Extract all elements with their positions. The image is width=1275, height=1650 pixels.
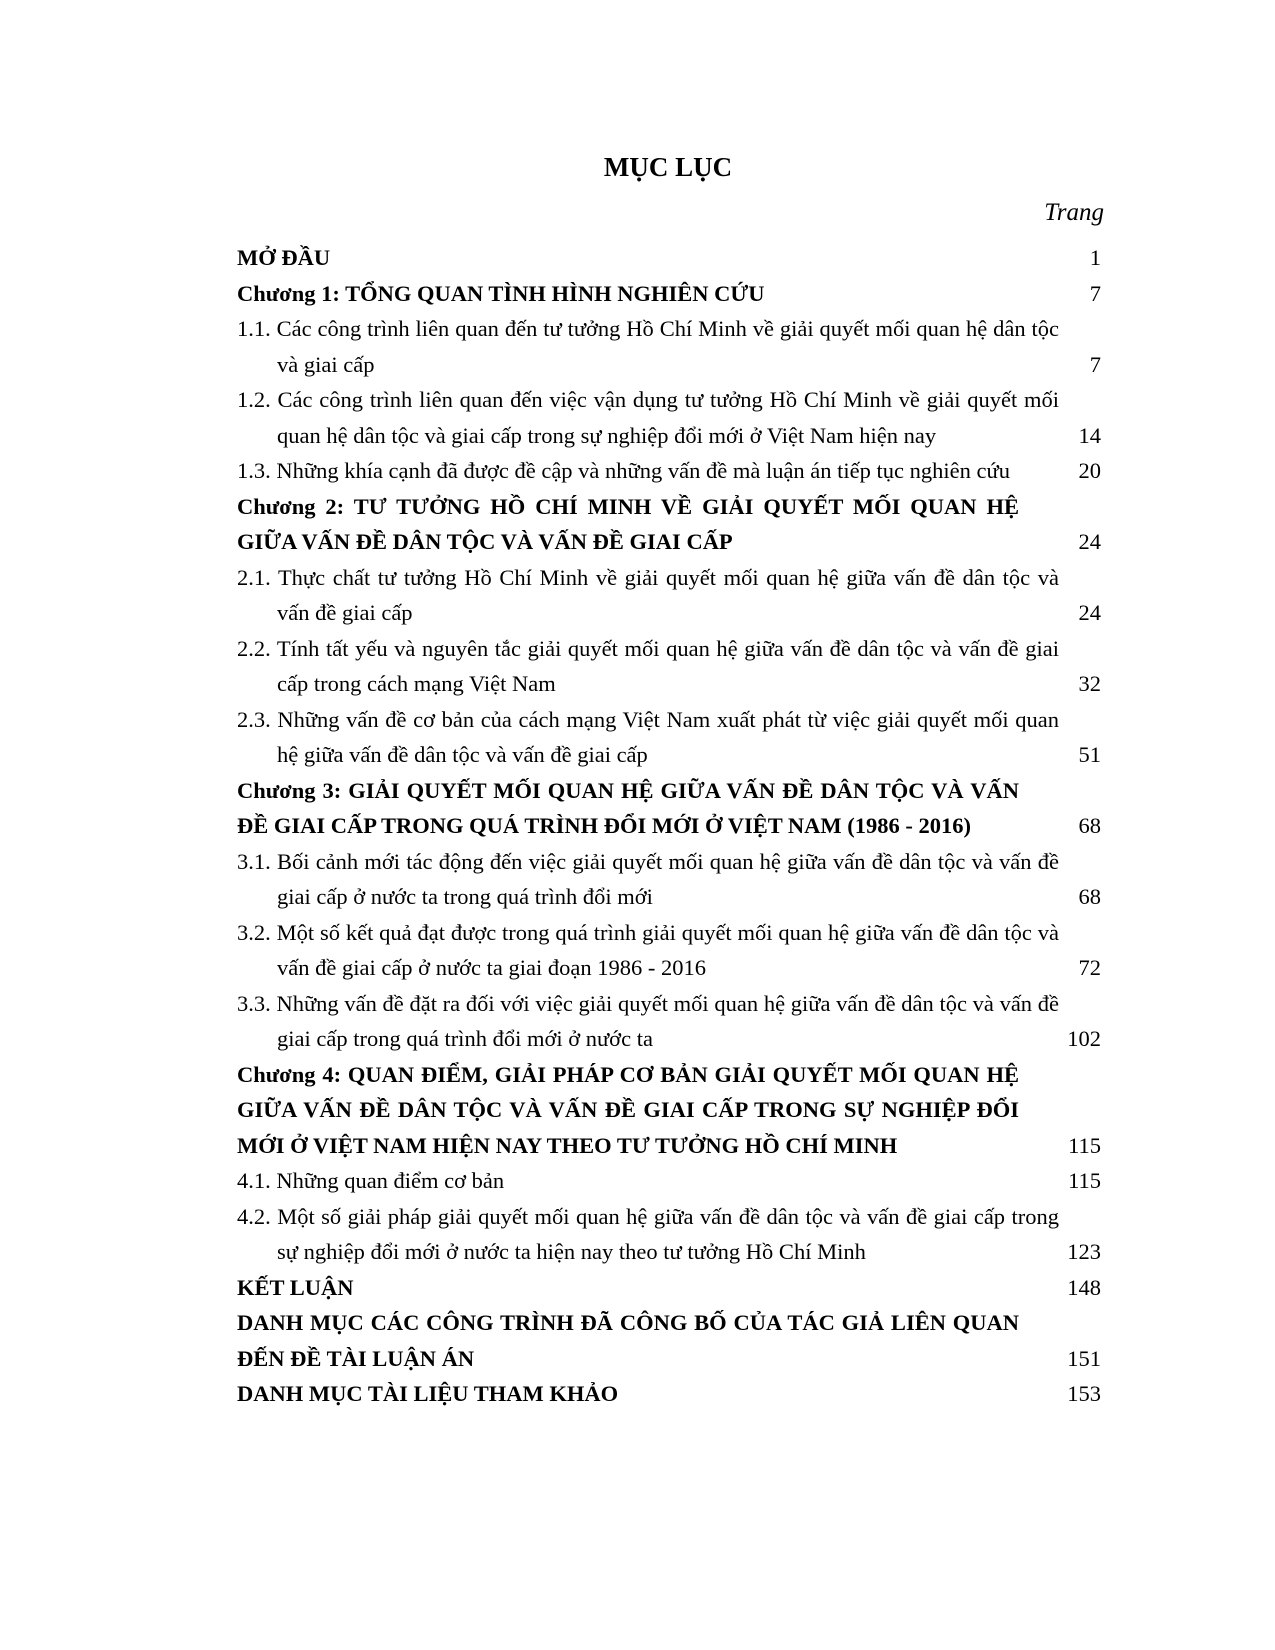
toc-entry-page: 148 (1067, 1274, 1101, 1300)
toc-entry-text: DANH MỤC CÁC CÔNG TRÌNH ĐÃ CÔNG BỐ CỦA TÁC GIẢ LIÊN QUAN ĐẾN ĐỀ TÀI LUẬN ÁN (237, 1310, 1019, 1371)
toc-entry[interactable] (237, 773, 1101, 844)
toc-entry-page: 123 (1067, 1239, 1101, 1264)
toc-entry-page: 115 (1068, 1168, 1101, 1193)
toc-entry[interactable] (237, 382, 1101, 453)
toc-entry-text: 3.2. Một số kết quả đạt được trong quá trình giải quyết mối quan hệ giữa vấn đề dân tộc và vấn đề giai cấp ở nước ta giai đoạn 1986 - 2016 (237, 919, 1059, 980)
toc-entry[interactable] (237, 915, 1101, 986)
table-of-contents (237, 240, 1101, 1412)
toc-entry-text: 1.3. Những khía cạnh đã được đề cập và những vấn đề mà luận án tiếp tục nghiên cứu (237, 458, 1010, 483)
toc-entry-page: 24 (1078, 529, 1101, 554)
toc-entry-page: 20 (1078, 458, 1101, 483)
toc-entry-text: Chương 3: GIẢI QUYẾT MỐI QUAN HỆ GIỮA VẤN ĐỀ DÂN TỘC VÀ VẤN ĐỀ GIAI CẤP TRONG QUÁ TRÌNH ĐỔI MỚI Ở VIỆT NAM (1986 - 2016) (237, 777, 1019, 838)
toc-entry-text: 3.3. Những vấn đề đặt ra đối với việc giải quyết mối quan hệ giữa vấn đề dân tộc và vấn đề giai cấp trong quá trình đổi mới ở nước ta (237, 990, 1059, 1051)
toc-entry[interactable] (237, 1305, 1101, 1376)
page-column-header: Trang (1044, 199, 1104, 226)
toc-entry-text: 2.2. Tính tất yếu và nguyên tắc giải quyết mối quan hệ giữa vấn đề dân tộc và vấn đề giai cấp trong cách mạng Việt Nam (237, 635, 1059, 696)
toc-entry-text: 1.2. Các công trình liên quan đến việc vận dụng tư tưởng Hồ Chí Minh về giải quyết mối quan hệ dân tộc và giai cấp trong sự nghiệp đổi mới ở Việt Nam hiện nay (237, 387, 1059, 448)
toc-entry[interactable] (237, 844, 1101, 915)
toc-entry[interactable] (237, 1270, 1101, 1306)
toc-entry-text: 1.1. Các công trình liên quan đến tư tưởng Hồ Chí Minh về giải quyết mối quan hệ dân tộc và giai cấp (237, 316, 1059, 377)
toc-entry[interactable] (237, 276, 1101, 312)
toc-entry-page: 7 (1089, 280, 1101, 306)
toc-entry-text: Chương 2: TƯ TƯỞNG HỒ CHÍ MINH VỀ GIẢI QUYẾT MỐI QUAN HỆ GIỮA VẤN ĐỀ DÂN TỘC VÀ VẤN ĐỀ GIAI CẤP (237, 493, 1019, 554)
toc-entry[interactable] (237, 986, 1101, 1057)
toc-entry[interactable] (237, 702, 1101, 773)
toc-entry-page: 153 (1067, 1381, 1101, 1406)
toc-entry[interactable] (237, 240, 1101, 276)
toc-entry-page: 24 (1078, 600, 1101, 625)
toc-entry-text: Chương 1: TỔNG QUAN TÌNH HÌNH NGHIÊN CỨU (237, 280, 765, 306)
page-title: MỤC LỤC (603, 152, 733, 182)
toc-entry[interactable] (237, 1163, 1101, 1199)
toc-entry-page: 151 (1067, 1345, 1101, 1371)
toc-entry-text: MỞ ĐẦU (237, 245, 331, 270)
toc-entry-text: 4.1. Những quan điểm cơ bản (237, 1168, 505, 1193)
toc-entry-page: 102 (1067, 1026, 1101, 1051)
toc-entry[interactable] (237, 560, 1101, 631)
toc-entry-text: 3.1. Bối cảnh mới tác động đến việc giải quyết mối quan hệ giữa vấn đề dân tộc và vấn đề giai cấp ở nước ta trong quá trình đổi mới (237, 848, 1059, 909)
toc-entry[interactable] (237, 311, 1101, 382)
toc-entry-page: 7 (1089, 351, 1101, 377)
toc-entry-text: 2.1. Thực chất tư tưởng Hồ Chí Minh về giải quyết mối quan hệ giữa vấn đề dân tộc và vấn đề giai cấp (237, 564, 1059, 625)
toc-entry-text: Chương 4: QUAN ĐIỂM, GIẢI PHÁP CƠ BẢN GIẢI QUYẾT MỐI QUAN HỆ GIỮA VẤN ĐỀ DÂN TỘC VÀ VẤN ĐỀ GIAI CẤP TRONG SỰ NGHIỆP ĐỔI MỚI Ở VIỆT NAM HIỆN NAY THEO TƯ TƯỞNG HỒ CHÍ MINH (237, 1061, 1019, 1158)
toc-entry-page: 1 (1089, 245, 1101, 270)
toc-entry-page: 115 (1068, 1132, 1101, 1158)
toc-entry[interactable] (237, 453, 1101, 489)
toc-entry-page: 68 (1078, 813, 1101, 838)
toc-entry[interactable] (237, 631, 1101, 702)
toc-entry[interactable] (237, 1376, 1101, 1412)
toc-entry-page: 32 (1078, 671, 1101, 696)
toc-entry[interactable] (237, 1057, 1101, 1164)
toc-entry-text: KẾT LUẬN (237, 1274, 354, 1300)
toc-entry[interactable] (237, 489, 1101, 560)
toc-entry-page: 68 (1078, 884, 1101, 909)
toc-entry-page: 51 (1078, 742, 1101, 767)
toc-entry-text: 2.3. Những vấn đề cơ bản của cách mạng Việt Nam xuất phát từ việc giải quyết mối quan hệ giữa vấn đề dân tộc và vấn đề giai cấp (237, 706, 1059, 767)
toc-entry-page: 72 (1078, 955, 1101, 980)
toc-entry-text: DANH MỤC TÀI LIỆU THAM KHẢO (237, 1381, 619, 1406)
toc-entry[interactable] (237, 1199, 1101, 1270)
toc-entry-text: 4.2. Một số giải pháp giải quyết mối quan hệ giữa vấn đề dân tộc và vấn đề giai cấp trong sự nghiệp đổi mới ở nước ta hiện nay theo tư tưởng Hồ Chí Minh (237, 1203, 1059, 1264)
toc-entry-page: 14 (1078, 422, 1101, 448)
